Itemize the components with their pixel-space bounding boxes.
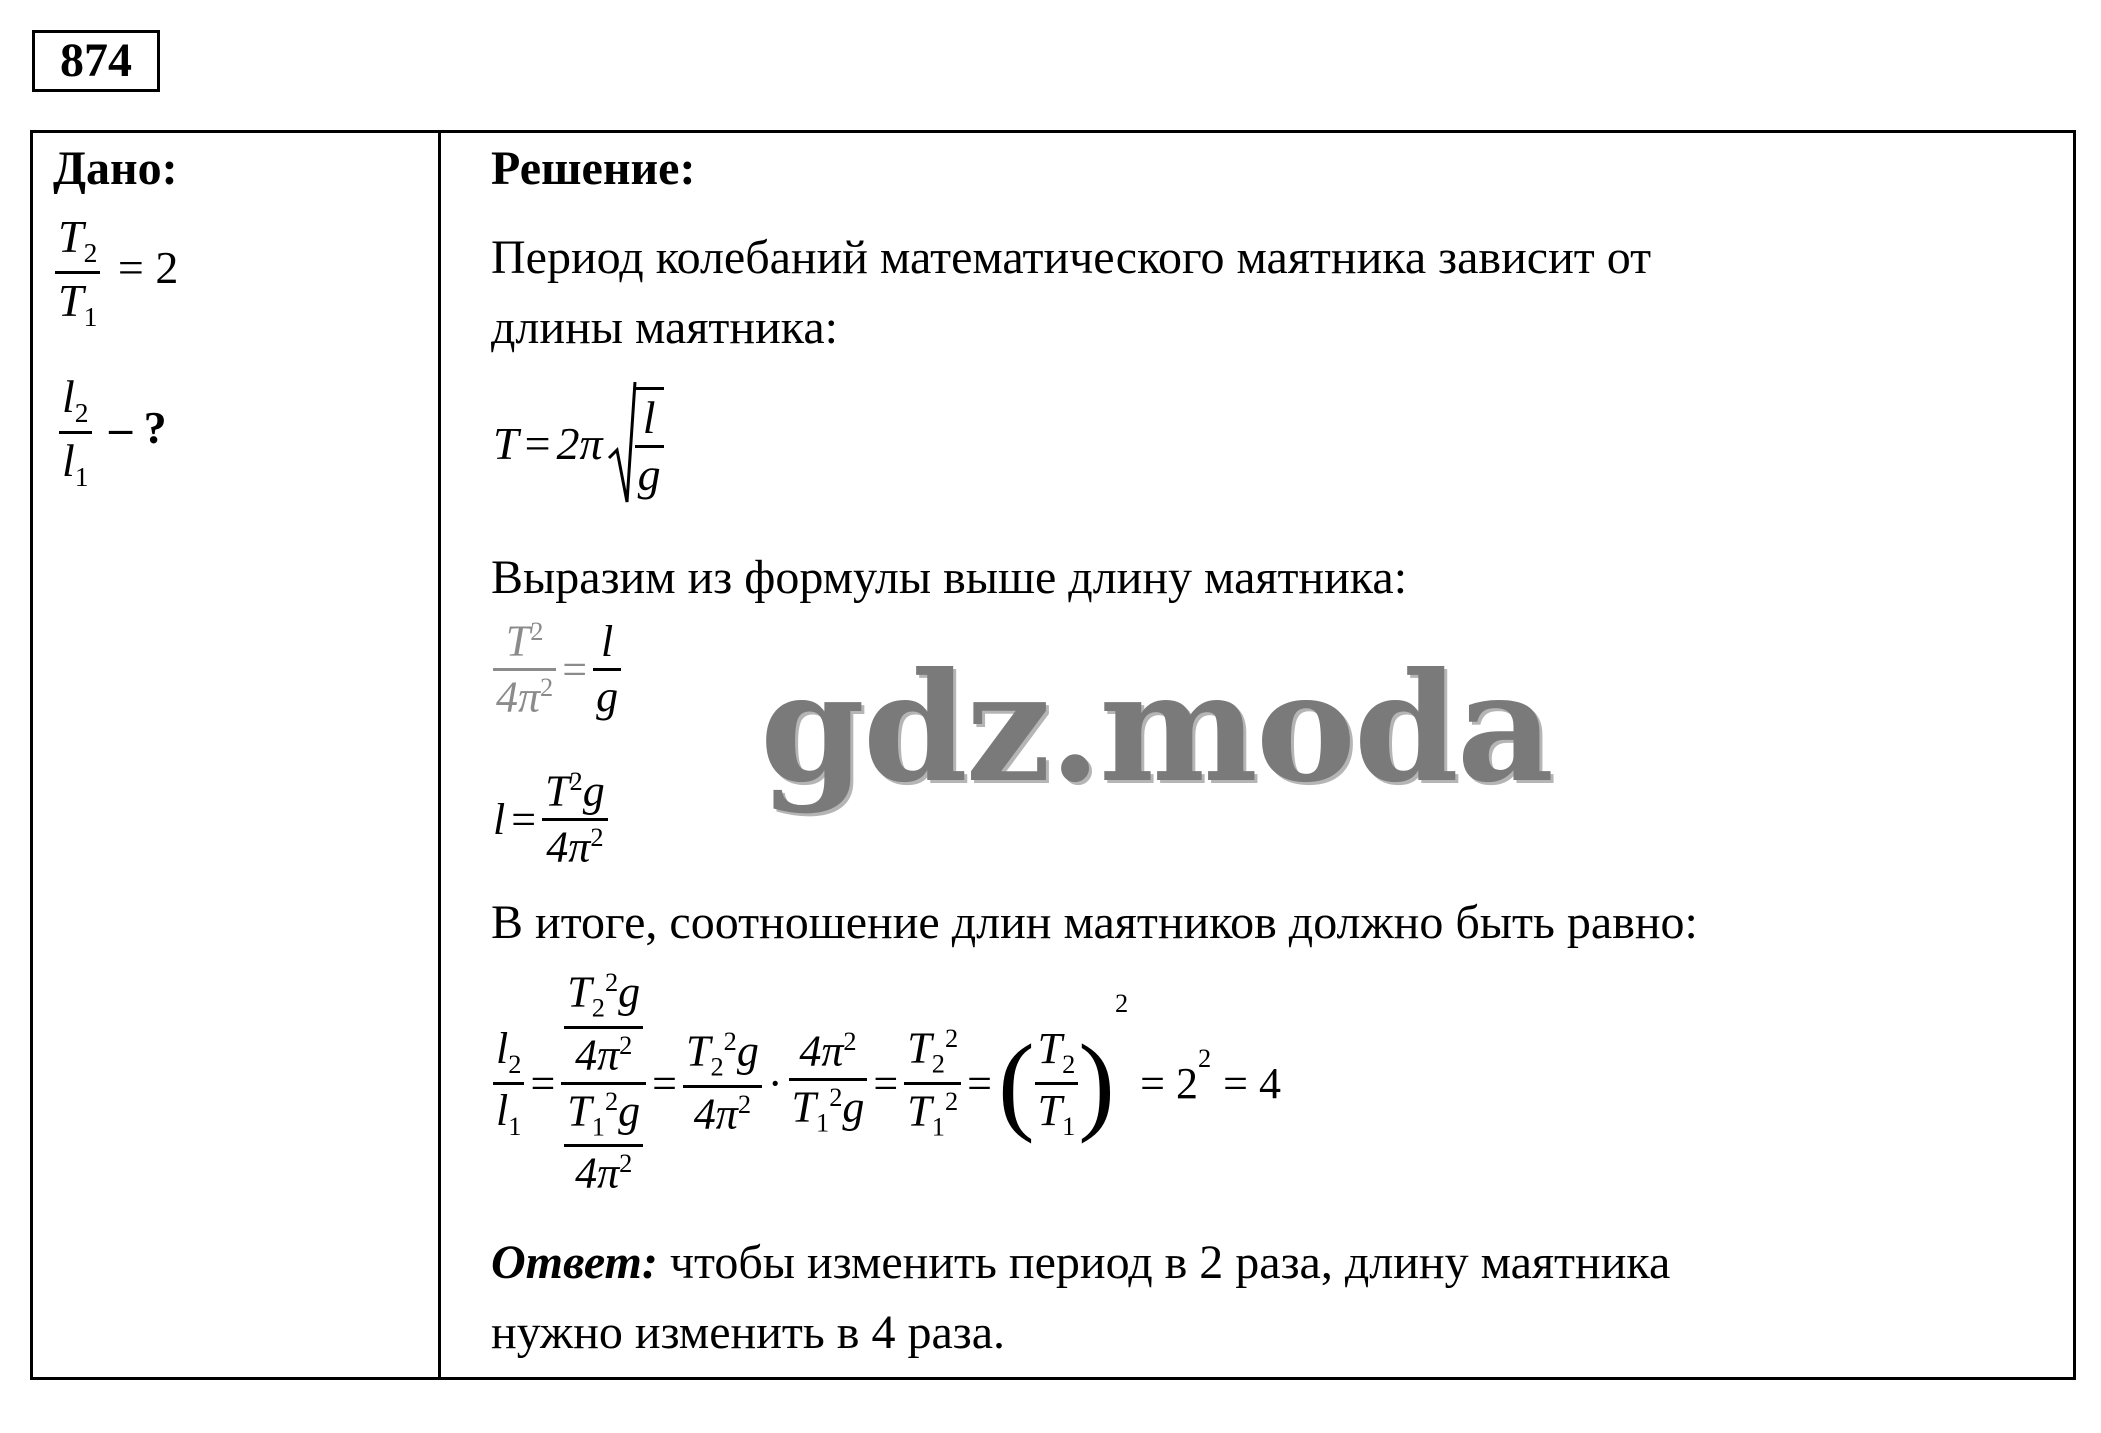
formula-ratio: $\frac{T^2}{4\pi^2}$ = $\frac{l}{g}$ — [493, 618, 621, 721]
problem-number: 874 — [32, 30, 160, 92]
paragraph-period-depends: Период колебаний математического маятника зависит от длины маятника: — [491, 231, 1652, 354]
answer: Ответ: чтобы изменить период в 2 раза, длину маятника нужно изменить в 4 раза. — [491, 1236, 1671, 1359]
given-column — [33, 133, 438, 1377]
sqrt-sign — [607, 378, 637, 508]
solution-heading: Решение: — [491, 142, 696, 195]
watermark: gdz.moda — [760, 640, 1553, 816]
compound-fraction: $\frac{\frac{T_2^2g}{4\pi^2}}{\frac{T_1^2g}{4\pi^2}}$ — [561, 969, 646, 1196]
formula-length: l = $\frac{T^2g}{4\pi^2}$ — [493, 768, 608, 871]
paragraph-result-ratio: В итоге, соотношение длин маятников должно быть равно: — [491, 896, 1698, 949]
formula-period: T = 2π $\frac{l}{g}$ — [493, 378, 664, 508]
given-period-ratio: $\frac{T_2}{T_1}$ = 2 — [55, 213, 184, 332]
given-heading: Дано: — [53, 142, 178, 195]
answer-label: Ответ: — [491, 1236, 658, 1289]
formula-final-chain: $\frac{l_2}{l_1}$ = $\frac{\frac{T_2^2g}{4\pi^2}}{\frac{T_1^2g}{4\pi^2}}$ = $\frac{T_2^2g}{4\pi^2}$ · $\frac{4\pi^2}{T_1^2g}$ = $\frac{T_2^2}{T_1^2}$ = ( $\frac{T_2}{T_1}$ ) 2 = 2 $^2$ = 4 — [493, 958, 1281, 1208]
paragraph-express-length: Выразим из формулы выше длину маятника: — [491, 551, 1408, 604]
given-length-ratio-unknown: $\frac{l_2}{l_1}$ – ? — [59, 373, 173, 492]
